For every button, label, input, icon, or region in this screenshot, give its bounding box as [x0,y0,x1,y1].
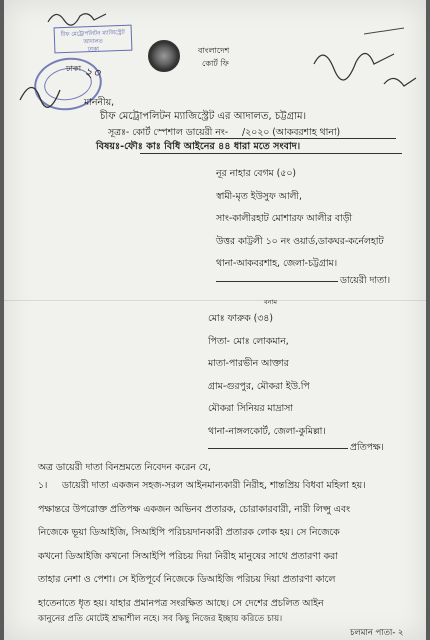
signature-top-left [44,6,114,28]
fold-line [4,300,426,301]
opponent-line-5: মৌকরা সিনিয়র মাদ্রাসা [208,403,293,414]
office-stamp [54,25,133,54]
opponent-line-4: গ্রাম-গুরপুর, মৌকরা ইউ.পি [208,381,310,392]
body-intro: অত্র ডায়েরী দাতা বিনম্রমতে নিবেদন করেন যে, [38,462,211,473]
opponent-line-3: মাতা-পারভীন আক্তার [208,358,289,369]
body-line-4: কখনো ডিআইজি কখনো সিআইপি পরিচয় দিয়া নিরীহ মানুষের সাথে প্রতারণা করা [38,551,338,562]
body-line-2: পক্ষান্তরে উপরোক্ত প্রতিপক্ষ একজন অভিনব প্রতারক, চোরাকারবারী, নারী লিপ্সু এবং [38,504,351,515]
stamp-city: ঢাকা [66,63,82,73]
applicant-line-2: স্বামী-মৃত ইউসুফ আলী, [216,191,302,202]
document-page [4,0,426,640]
opponent-role: প্রতিপক্ষ। [350,442,384,453]
subject-line: বিষয়ঃ-ফৌঃ কাঃ বিধি আইনের ৪৪ ধারা মতে সংবাদ। [96,141,301,152]
salutation: মাননীয়, [84,97,115,108]
signature-left [14,70,74,110]
opponent-line-6: থানা-নাঙ্গলকোর্ট, জেলা-কুমিল্লা। [208,426,326,437]
subject-underline [140,153,402,154]
continued-page-label: চলমান পাতা- ২ [350,627,404,637]
fee-amount: ২০ [84,66,101,81]
opponent-line-2: পিতা- মোঃ লোকমান, [208,336,289,347]
court-name: চীফ মেট্রোপলিটন ম্যাজিস্ট্রেট এর আদালত, চট্টগ্রাম। [100,111,307,122]
body-line-6: হাতেনাতে ধৃত হয়। যাহার প্রমানপত্র সংরক্ষিত আছে। সে দেশের প্রচলিত আইন [38,598,324,609]
item-number: ১। [38,480,48,491]
office-stamp-city: ঢাকা [87,45,100,54]
applicant-line-3: সাং-কালীরহাট মোশারফ আলীর বাড়ী [216,213,353,224]
signature-top-right [304,24,424,94]
court-fee-seal [148,40,180,72]
applicant-line-4: উত্তর কাট্টলী ১০ নং ওয়ার্ড,ডাকঘর-কর্নেলহাট [216,236,384,247]
applicant-divider [216,281,338,282]
stamp-country: বাংলাদেশ [198,45,230,55]
applicant-line-1: নূর নাহার বেগম (৫০) [216,168,297,179]
versus-label: বনাম [264,298,277,306]
applicant-line-5: থানা-আকবরশাহ, জেলা-চট্টগ্রাম। [216,258,338,269]
reference-year: /২০২০ (আকবরশাহ থানা) [242,127,341,138]
body-line-7: কানুনের প্রতি মোটেই শ্রদ্ধাশীল নহে। সব কিছু নিজের ইচ্ছায় করিতে চায়। [38,614,283,624]
body-line-1: ডায়েরী দাতা একজন সহজ-সরল আইনমান্যকারী নিরীহ, শান্তপ্রিয় বিধবা মহিলা হয়। [62,480,366,491]
body-line-5: তাহার নেশা ও পেশা। সে ইতিপূর্বে নিজেকে ডিআইজি পরিচয় দিয়া প্রতারণা কালে [38,574,336,585]
reference-prefix: সূত্রঃ- কোর্ট স্পেশাল ডায়েরী নং- [108,127,229,138]
applicant-role: ডায়েরী দাতা। [340,275,391,286]
reference-underline [200,138,396,139]
opponent-line-1: মোঃ ফারুক (৩৪) [208,313,273,324]
body-line-3: নিজেকে ভূয়া ডিআইজি, সিআইপি পরিচয়দানকারী প্রতারক লোক হয়। সে নিজেকে [38,527,340,538]
stamp-court-fee: কোর্ট ফি [202,58,229,68]
office-stamp-text: চীফ মেট্রোপলিটন ম্যাজিস্ট্রেট আদালত [60,29,125,46]
opponent-divider [208,448,348,449]
